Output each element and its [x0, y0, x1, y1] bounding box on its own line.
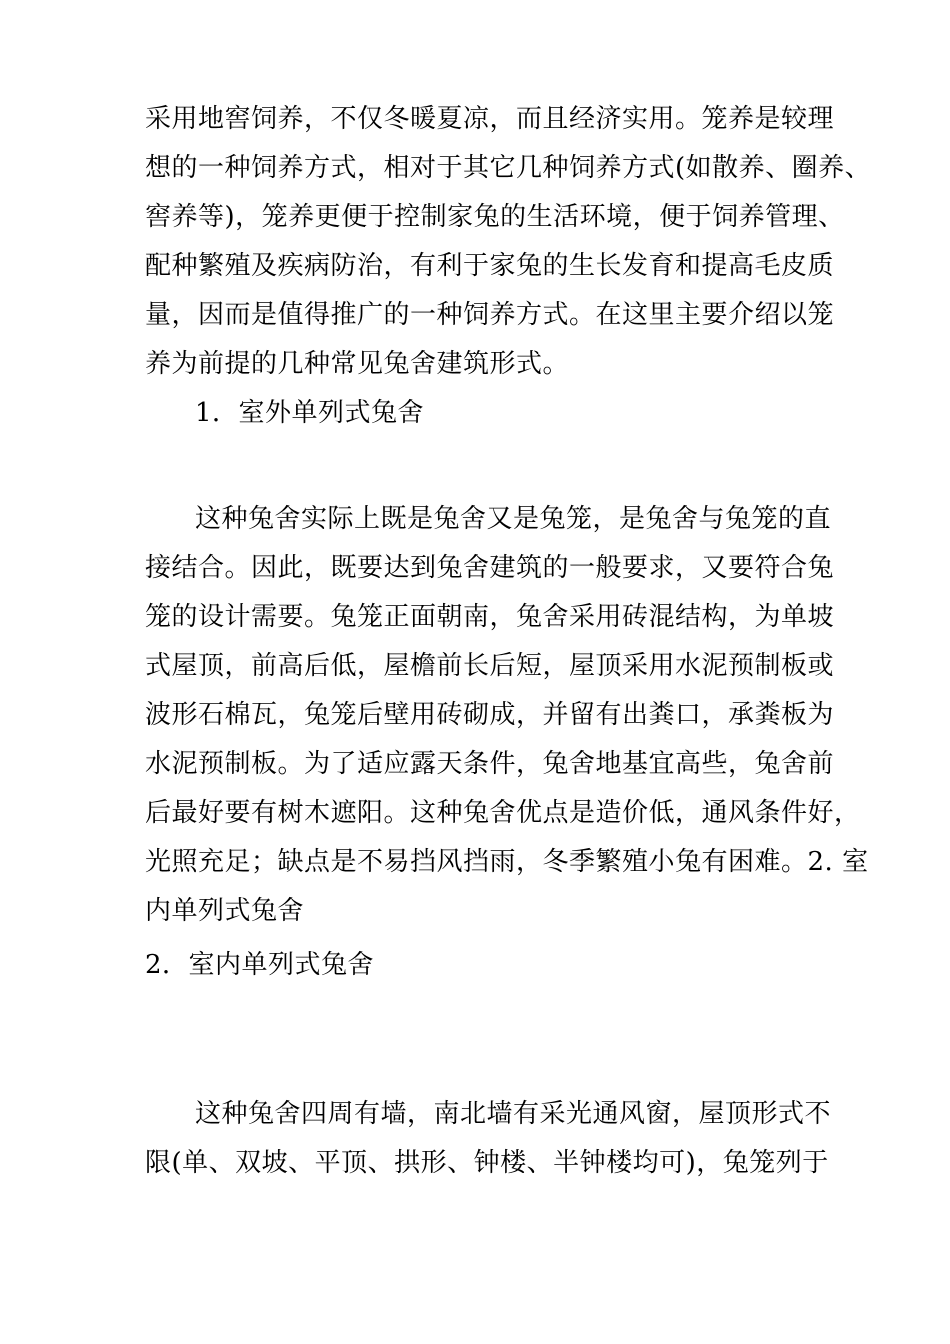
paragraph-1-line-3: 窖养等)，笼养更便于控制家兔的生活环境，便于饲养管理、	[145, 202, 845, 232]
section-heading-2: 2．室内单列式兔舍	[145, 950, 375, 980]
section-heading-1: 1．室外单列式兔舍	[195, 398, 425, 428]
paragraph-2-line-7: 后最好要有树木遮阳。这种兔舍优点是造价低，通风条件好，	[145, 798, 861, 828]
paragraph-2-line-6: 水泥预制板。为了适应露天条件，兔舍地基宜高些，兔舍前	[145, 749, 835, 779]
paragraph-2-line-2: 接结合。因此，既要达到兔舍建筑的一般要求，又要符合兔	[145, 553, 835, 583]
paragraph-3-line-1: 这种兔舍四周有墙，南北墙有采光通风窗，屋顶形式不	[195, 1099, 832, 1129]
paragraph-2-line-4: 式屋顶，前高后低，屋檐前长后短，屋顶采用水泥预制板或	[145, 651, 835, 681]
paragraph-2-line-8: 光照充足；缺点是不易挡风挡雨，冬季繁殖小兔有困难。2. 室	[145, 847, 869, 877]
paragraph-2-line-5: 波形石棉瓦，兔笼后壁用砖砌成，并留有出粪口，承粪板为	[145, 700, 835, 730]
paragraph-1-line-4: 配种繁殖及疾病防治，有利于家兔的生长发育和提高毛皮质	[145, 251, 835, 281]
paragraph-1-line-1: 采用地窖饲养，不仅冬暖夏凉，而且经济实用。笼养是较理	[145, 104, 835, 134]
paragraph-2-line-9: 内单列式兔舍	[145, 896, 305, 926]
paragraph-1-line-5: 量，因而是值得推广的一种饲养方式。在这里主要介绍以笼	[145, 300, 835, 330]
paragraph-1-line-2: 想的一种饲养方式，相对于其它几种饲养方式(如散养、圈养、	[145, 153, 872, 183]
paragraph-3-line-2: 限(单、双坡、平顶、拱形、钟楼、半钟楼均可)，兔笼列于	[145, 1148, 829, 1178]
paragraph-2-line-1: 这种兔舍实际上既是兔舍又是兔笼，是兔舍与兔笼的直	[195, 504, 832, 534]
paragraph-1-line-6: 养为前提的几种常见兔舍建筑形式。	[145, 349, 570, 379]
paragraph-2-line-3: 笼的设计需要。兔笼正面朝南，兔舍采用砖混结构，为单坡	[145, 602, 835, 632]
